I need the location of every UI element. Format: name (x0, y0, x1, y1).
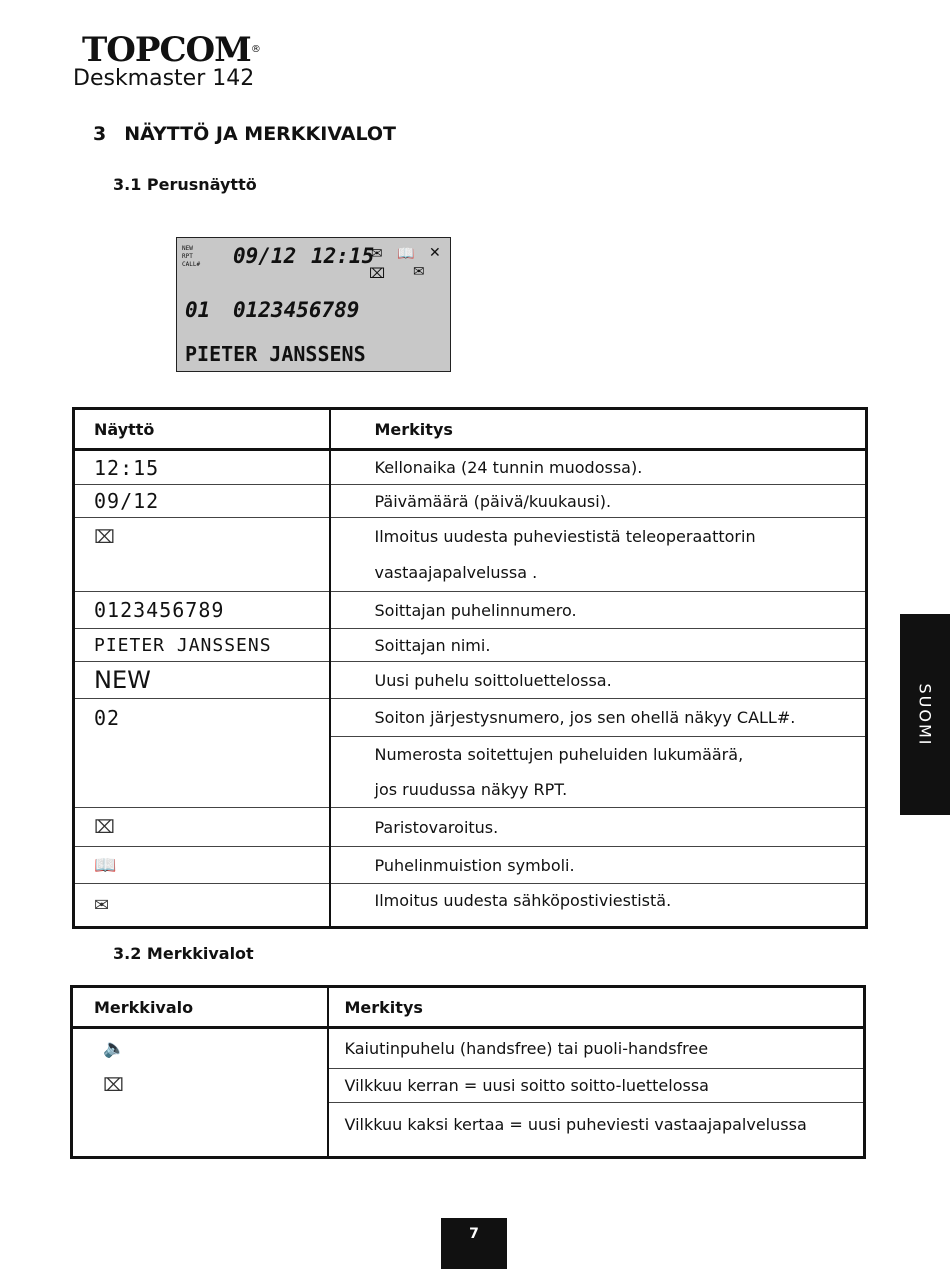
table-row (74, 592, 867, 629)
column-header-display: Näyttö (94, 419, 155, 439)
column-header-meaning: Merkitys (374, 419, 453, 439)
lcd-battery-icon: ⌧ (369, 266, 386, 282)
meaning-text: Uusi puhelu soittoluettelossa. (374, 670, 612, 690)
indicator-table (70, 985, 866, 1159)
meaning-text: Kaiutinpuhelu (handsfree) tai puoli-handsfree (344, 1039, 709, 1058)
meaning-text: Päivämäärä (päivä/kuukausi). (374, 491, 612, 511)
table-row (72, 1028, 865, 1069)
phonebook-icon: 📖 (94, 854, 117, 876)
table-row (72, 1103, 865, 1158)
lcd-envelope-icon: ✉ (371, 246, 383, 262)
speaker-icon: 🔈 (103, 1038, 126, 1060)
meaning-text: Puhelinmuistion symboli. (374, 855, 575, 875)
meaning-text: Soittajan puhelinnumero. (374, 600, 577, 620)
lcd-time: 12:15 (311, 244, 375, 268)
subsection-indicator-lights: 3.2 Merkkivalot (113, 944, 254, 963)
table-row (74, 737, 867, 808)
battery-icon: ⌧ (94, 816, 115, 838)
meaning-text: Vilkkuu kaksi kertaa = uusi puheviesti vastaajapalvelussa (344, 1115, 807, 1134)
table-row (74, 808, 867, 847)
table-header-row (74, 409, 867, 450)
meaning-text: Soiton järjestysnumero, jos sen ohellä näkyy CALL#. (374, 708, 796, 727)
language-tab-label: SUOMI (915, 683, 935, 746)
lcd-book-icon: 📖 (397, 246, 415, 262)
table-row (74, 518, 867, 592)
section-heading (93, 123, 396, 145)
meaning-text: Kellonaika (24 tunnin muodossa). (374, 458, 643, 477)
symbol-new: NEW (94, 666, 151, 694)
table-row (74, 485, 867, 518)
symbol-date: 09/12 (94, 489, 160, 513)
voicemail-icon: ⌧ (94, 527, 115, 548)
table-row (74, 629, 867, 662)
brand-logo: TOPCOM® (82, 30, 260, 70)
symbol-entry: 02 (94, 705, 121, 730)
table-row (74, 450, 867, 485)
lcd-indicators (182, 245, 200, 269)
section-title: NÄYTTÖ JA MERKKIVALOT (124, 123, 396, 145)
subsection-basic-display: 3.1 Perusnäyttö (113, 175, 257, 194)
envelope-led-icon: ⌧ (103, 1075, 124, 1096)
lcd-number: 0123456789 (233, 298, 360, 322)
language-tab (900, 614, 950, 815)
lcd-date: 09/12 (233, 244, 297, 268)
lcd-display-illustration (176, 237, 451, 372)
lcd-entry: 01 (185, 298, 211, 322)
table-row (74, 884, 867, 928)
lcd-indicator-call: CALL# (182, 261, 201, 268)
page-number: 7 (441, 1218, 507, 1269)
lcd-close-icon: ✕ (429, 245, 441, 261)
meaning-text: Vilkkuu kerran = uusi soitto soitto-luettelossa (344, 1076, 709, 1095)
lcd-name: PIETER JANSSENS (185, 342, 366, 366)
lcd-indicator-new: NEW (182, 245, 193, 252)
table-row (74, 847, 867, 884)
email-icon: ✉ (94, 894, 110, 916)
column-header-meaning: Merkitys (344, 997, 423, 1017)
table-row (74, 662, 867, 699)
table-header-row (72, 987, 865, 1028)
meaning-text: Numerosta soitettujen puheluiden lukumäärä, jos ruudussa näkyy RPT. (374, 745, 744, 799)
symbol-time: 12:15 (94, 455, 160, 480)
table-row (74, 699, 867, 737)
section-number: 3 (93, 123, 107, 145)
model-name: Deskmaster 142 (73, 66, 255, 91)
symbol-number: 0123456789 (94, 598, 225, 622)
display-table (72, 407, 868, 929)
symbol-name: PIETER JANSSENS (94, 634, 272, 656)
column-header-indicator: Merkkivalo (94, 997, 194, 1017)
lcd-indicator-rpt: RPT (182, 253, 193, 260)
meaning-text: Paristovaroitus. (374, 817, 499, 837)
meaning-text: Soittajan nimi. (374, 635, 491, 655)
meaning-text: Ilmoitus uudesta puheviestistä teleoperaattorin vastaajapalvelussa . (374, 526, 756, 582)
meaning-text: Ilmoitus uudesta sähköpostiviestistä. (374, 890, 672, 910)
table-row (72, 1069, 865, 1103)
lcd-email-icon: ✉ (413, 264, 425, 280)
